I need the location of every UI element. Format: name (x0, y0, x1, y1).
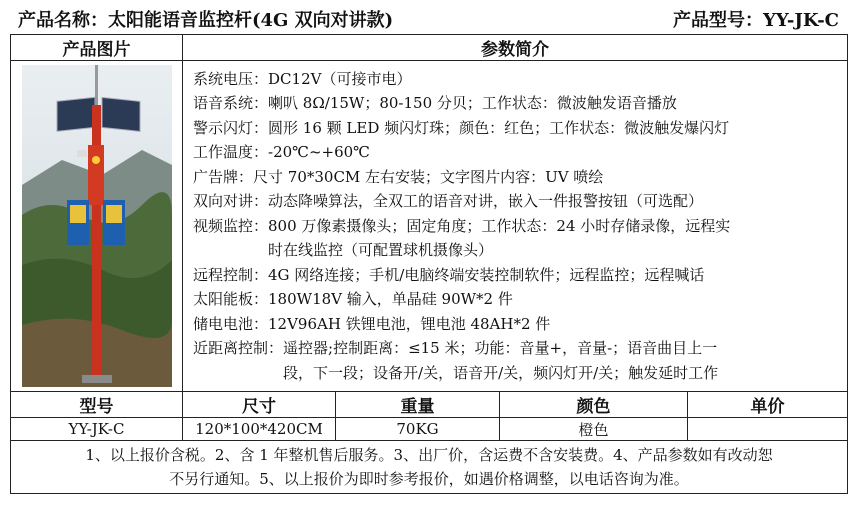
params-cell (183, 61, 848, 392)
param-value-line: 时在线监控（可配置球机摄像头） (268, 241, 494, 260)
param-key: 系统电压： (193, 69, 269, 88)
param-item (193, 189, 847, 214)
param-value (268, 140, 847, 165)
spec-header-weight: 重量 (336, 392, 500, 418)
param-value (268, 214, 847, 263)
notes-row (11, 441, 848, 494)
param-value-line: 遥控器;控制距离：≤15 米；功能：音量+，音量-；语音曲目上一 (283, 339, 718, 358)
param-item (193, 67, 847, 92)
param-key: 远程控制： (193, 265, 269, 284)
note-line: 1、以上报价含税。2、含 1 年整机售后服务。3、出厂价，含运费不含安装费。4、产品参数如有改动恕 (85, 446, 773, 464)
param-value (268, 116, 847, 141)
product-name: 产品名称：太阳能语音监控杆(4G 双向对讲款) (18, 10, 394, 31)
params-list (193, 67, 847, 386)
param-value-line: -20℃~+60℃ (268, 143, 370, 162)
param-key: 语音系统： (193, 94, 269, 113)
param-item (193, 165, 847, 190)
param-value (268, 67, 847, 92)
param-item (193, 140, 847, 165)
param-item (193, 336, 847, 385)
param-item (193, 287, 847, 312)
param-key: 储电电池： (193, 314, 269, 333)
param-value (268, 287, 847, 312)
param-value (268, 91, 847, 116)
spec-header-color: 颜色 (500, 392, 688, 418)
param-value-line: 动态降噪算法，全双工的语音对讲，嵌入一件报警按钮（可选配） (268, 192, 704, 211)
param-value-line: 尺寸 70*30CM 左右安装；文字图片内容：UV 喷绘 (253, 167, 604, 186)
param-key: 警示闪灯： (193, 118, 269, 137)
table-header-row (11, 35, 848, 61)
spec-header-model: 型号 (11, 392, 183, 418)
params-column-header: 参数简介 (183, 35, 848, 61)
spec-value-size: 120*100*420CM (183, 418, 336, 441)
param-item (193, 214, 847, 263)
param-value (253, 165, 847, 190)
param-value-line: 喇叭 8Ω/15W；80-150 分贝；工作状态：微波触发语音播放 (268, 94, 677, 113)
spec-value-weight: 70KG (336, 418, 500, 441)
param-value-line: DC12V（可接市电） (268, 69, 412, 88)
spec-header-size: 尺寸 (183, 392, 336, 418)
param-key: 视频监控： (193, 216, 269, 235)
param-key: 广告牌： (193, 167, 254, 186)
product-model: 产品型号：YY-JK-C (672, 10, 839, 31)
param-key: 太阳能板： (193, 290, 269, 309)
param-key: 近距离控制： (193, 339, 284, 358)
spec-header-price: 单价 (688, 392, 848, 418)
param-value-line: 180W18V 输入，单晶硅 90W*2 件 (268, 290, 513, 309)
spec-value-model: YY-JK-C (11, 418, 183, 441)
param-value-line: 圆形 16 颗 LED 频闪灯珠；颜色：红色；工作状态：微波触发爆闪灯 (268, 118, 730, 137)
spec-header-row (11, 392, 848, 418)
param-value (268, 189, 847, 214)
product-photo (22, 65, 172, 387)
param-value-line: 段，下一段；设备开/关，语音开/关，频闪灯开/关；触发延时工作 (283, 363, 719, 382)
param-value-line: 4G 网络连接；手机/电脑终端安装控制软件；远程监控；远程喊话 (268, 265, 705, 284)
param-item (193, 116, 847, 141)
param-value-line: 12V96AH 铁锂电池，锂电池 48AH*2 件 (268, 314, 551, 333)
param-item (193, 312, 847, 337)
main-content-row (11, 61, 848, 392)
product-photo-cell (11, 61, 183, 392)
spec-value-color: 橙色 (500, 418, 688, 441)
param-key: 工作温度： (193, 143, 269, 162)
note-line: 不另行通知。5、以上报价为即时参考报价，如遇价格调整，以电话咨询为准。 (169, 470, 689, 488)
product-spec-table (10, 34, 848, 494)
title-bar (0, 0, 857, 32)
spec-value-price (688, 418, 848, 441)
param-value (283, 336, 847, 385)
param-value-line: 800 万像素摄像头；固定角度；工作状态：24 小时存储录像，远程实 (268, 216, 731, 235)
param-value (268, 312, 847, 337)
notes-cell (11, 441, 848, 494)
param-item (193, 91, 847, 116)
param-value (268, 263, 847, 288)
image-column-header: 产品图片 (11, 35, 183, 61)
param-item (193, 263, 847, 288)
spec-value-row (11, 418, 848, 441)
param-key: 双向对讲： (193, 192, 269, 211)
